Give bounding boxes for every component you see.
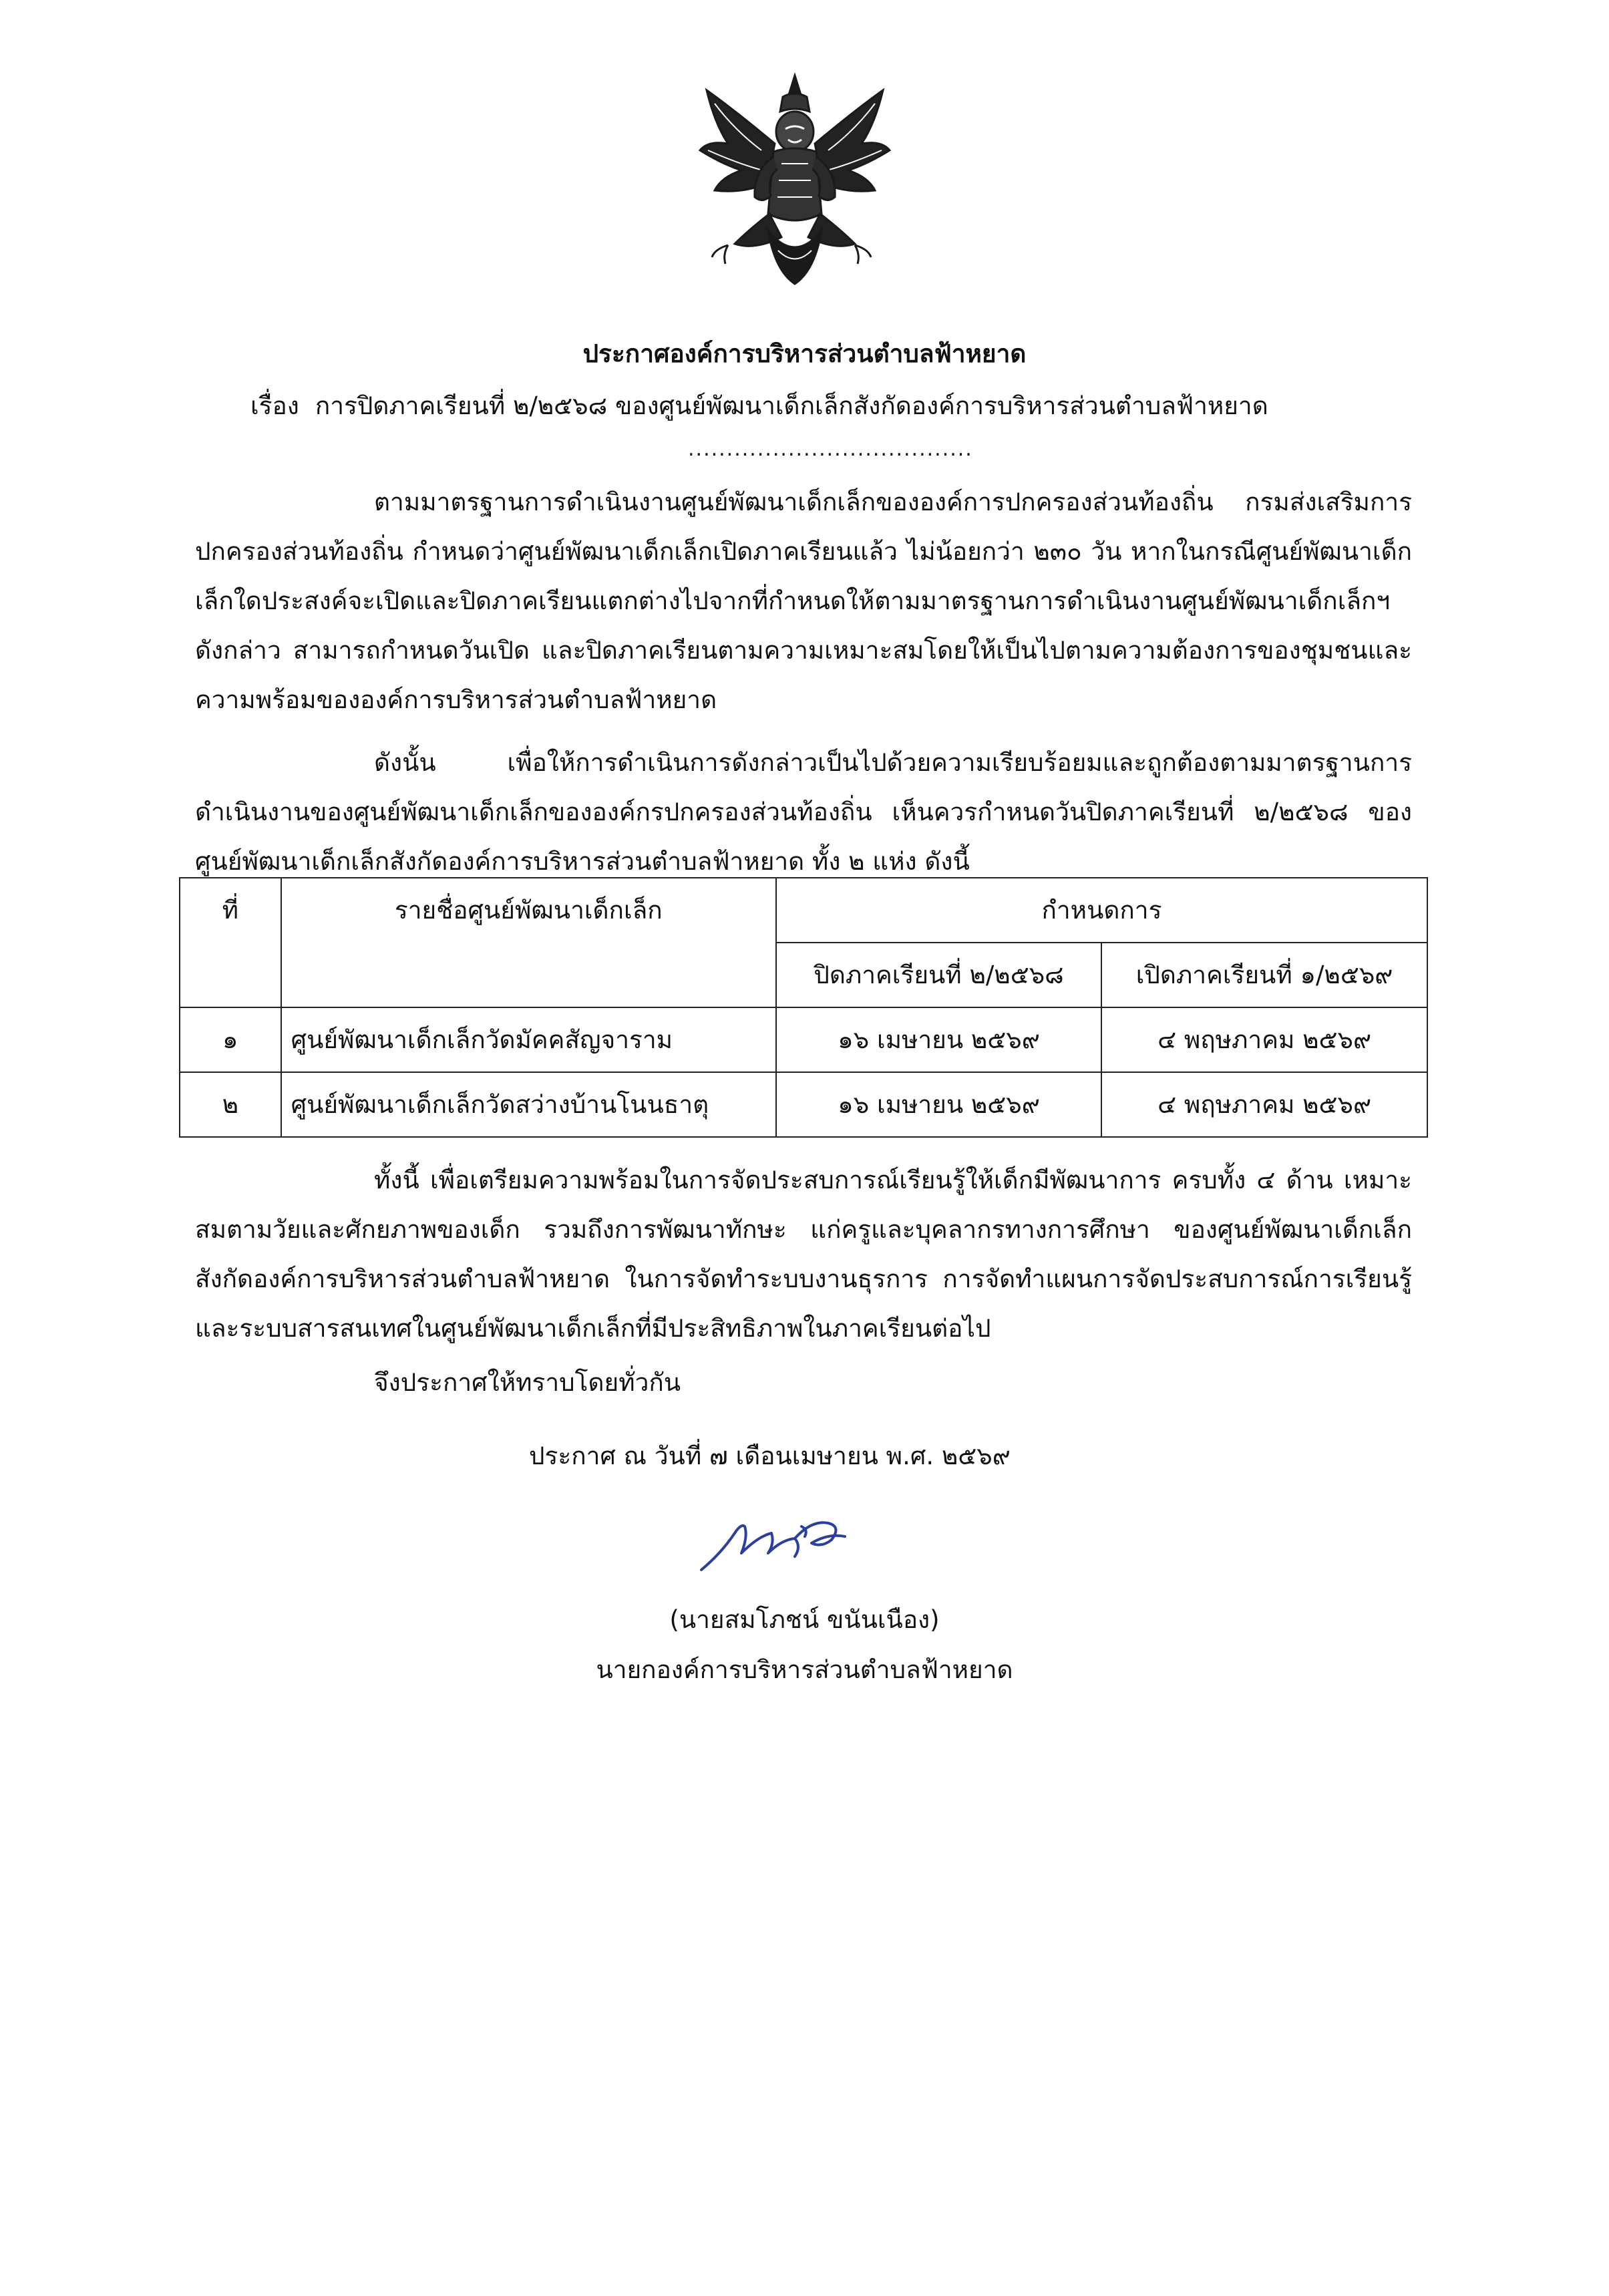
- row-close-date: ๑๖ เมษายน ๒๕๖๙: [776, 1007, 1101, 1072]
- row-no: ๑: [180, 1007, 281, 1072]
- table-row: [180, 1007, 1427, 1072]
- row-center-name: ศูนย์พัฒนาเด็กเล็กวัดสว่างบ้านโนนธาตุ: [281, 1072, 776, 1137]
- row-close-date: ๑๖ เมษายน ๒๕๖๙: [776, 1072, 1101, 1137]
- closing-statement: จึงประกาศให้ทราบโดยทั่วกัน: [374, 1368, 681, 1397]
- row-open-date: ๔ พฤษภาคม ๒๕๖๙: [1101, 1072, 1427, 1137]
- schedule-table: [179, 877, 1428, 1138]
- separator-dots: .....................................: [688, 438, 973, 461]
- body-paragraph-1: ตามมาตรฐานการดำเนินงานศูนย์พัฒนาเด็กเล็กขององค์การปกครองส่วนท้องถิ่น กรมส่งเสริมการปกครองส่วนท้องถิ่น กำหนดว่าศูนย์พัฒนาเด็กเล็กเปิดภาคเรียนแล้ว ไม่น้อยกว่า ๒๓๐ วัน หากในกรณีศูนย์พัฒนาเด็กเล็กใดประสงค์จะเปิดและปิดภาคเรียนแตกต่างไปจากที่กำหนดให้ตามมาตรฐานการดำเนินงานศูนย์พัฒนาเด็กเล็กฯ ดังกล่าว สามารถกำหนดวันเปิด และปิดภาคเรียนตามความเหมาะสมโดยให้เป็นไปตามความต้องการของชุมชนและความพร้อมขององค์การบริหารส่วนตำบลฟ้าหยาด: [195, 488, 1412, 714]
- table-header-row: [180, 878, 1427, 943]
- header-close-term: ปิดภาคเรียนที่ ๒/๒๕๖๘: [776, 943, 1101, 1007]
- handwritten-signature-icon: [695, 1506, 855, 1580]
- garuda-emblem-icon: [688, 70, 902, 291]
- row-open-date: ๔ พฤษภาคม ๒๕๖๙: [1101, 1007, 1427, 1072]
- header-name: รายชื่อศูนย์พัฒนาเด็กเล็ก: [281, 878, 776, 1007]
- announcement-title: ประกาศองค์การบริหารส่วนตำบลฟ้าหยาด: [582, 339, 1027, 368]
- signer-position: นายกองค์การบริหารส่วนตำบลฟ้าหยาด: [596, 1655, 1013, 1684]
- subject-text: การปิดภาคเรียนที่ ๒/๒๕๖๘ ของศูนย์พัฒนาเด็กเล็กสังกัดองค์การบริหารส่วนตำบลฟ้าหยาด: [315, 391, 1268, 420]
- header-no: ที่: [180, 878, 281, 1007]
- signer-name: (นายสมโภชน์ ขนันเนือง): [669, 1605, 940, 1634]
- subject-label: เรื่อง: [250, 391, 299, 420]
- row-center-name: ศูนย์พัฒนาเด็กเล็กวัดมัคคสัญจาราม: [281, 1007, 776, 1072]
- header-open-term: เปิดภาคเรียนที่ ๑/๒๕๖๙: [1101, 943, 1427, 1007]
- body-paragraph-3: ทั้งนี้ เพื่อเตรียมความพร้อมในการจัดประสบการณ์เรียนรู้ให้เด็กมีพัฒนาการ ครบทั้ง ๔ ด้าน เหมาะสมตามวัยและศักยภาพของเด็ก รวมถึงการพัฒนาทักษะ แก่ครูและบุคลากรทางการศึกษา ของศูนย์พัฒนาเด็กเล็กสังกัดองค์การบริหารส่วนตำบลฟ้าหยาด ในการจัดทำระบบงานธุรการ การจัดทำแผนการจัดประสบการณ์การเรียนรู้ และระบบสารสนเทศในศูนย์พัฒนาเด็กเล็กที่มีประสิทธิภาพในภาคเรียนต่อไป: [195, 1166, 1412, 1343]
- announcement-dateline: ประกาศ ณ วันที่ ๗ เดือนเมษายน พ.ศ. ๒๕๖๙: [529, 1442, 1011, 1470]
- table-row: [180, 1072, 1427, 1137]
- announcement-subject: [250, 386, 1268, 426]
- row-no: ๒: [180, 1072, 281, 1137]
- body-paragraph-2: ดังนั้น เพื่อให้การดำเนินการดังกล่าวเป็นไปด้วยความเรียบร้อยมและถูกต้องตามมาตรฐานการดำเนินงานของศูนย์พัฒนาเด็กเล็กขององค์กรปกครองส่วนท้องถิ่น เห็นควรกำหนดวันปิดภาคเรียนที่ ๒/๒๕๖๘ ของศูนย์พัฒนาเด็กเล็กสังกัดองค์การบริหารส่วนตำบลฟ้าหยาด ทั้ง ๒ แห่ง ดังนี้: [195, 748, 1412, 876]
- header-schedule-group: กำหนดการ: [776, 878, 1427, 943]
